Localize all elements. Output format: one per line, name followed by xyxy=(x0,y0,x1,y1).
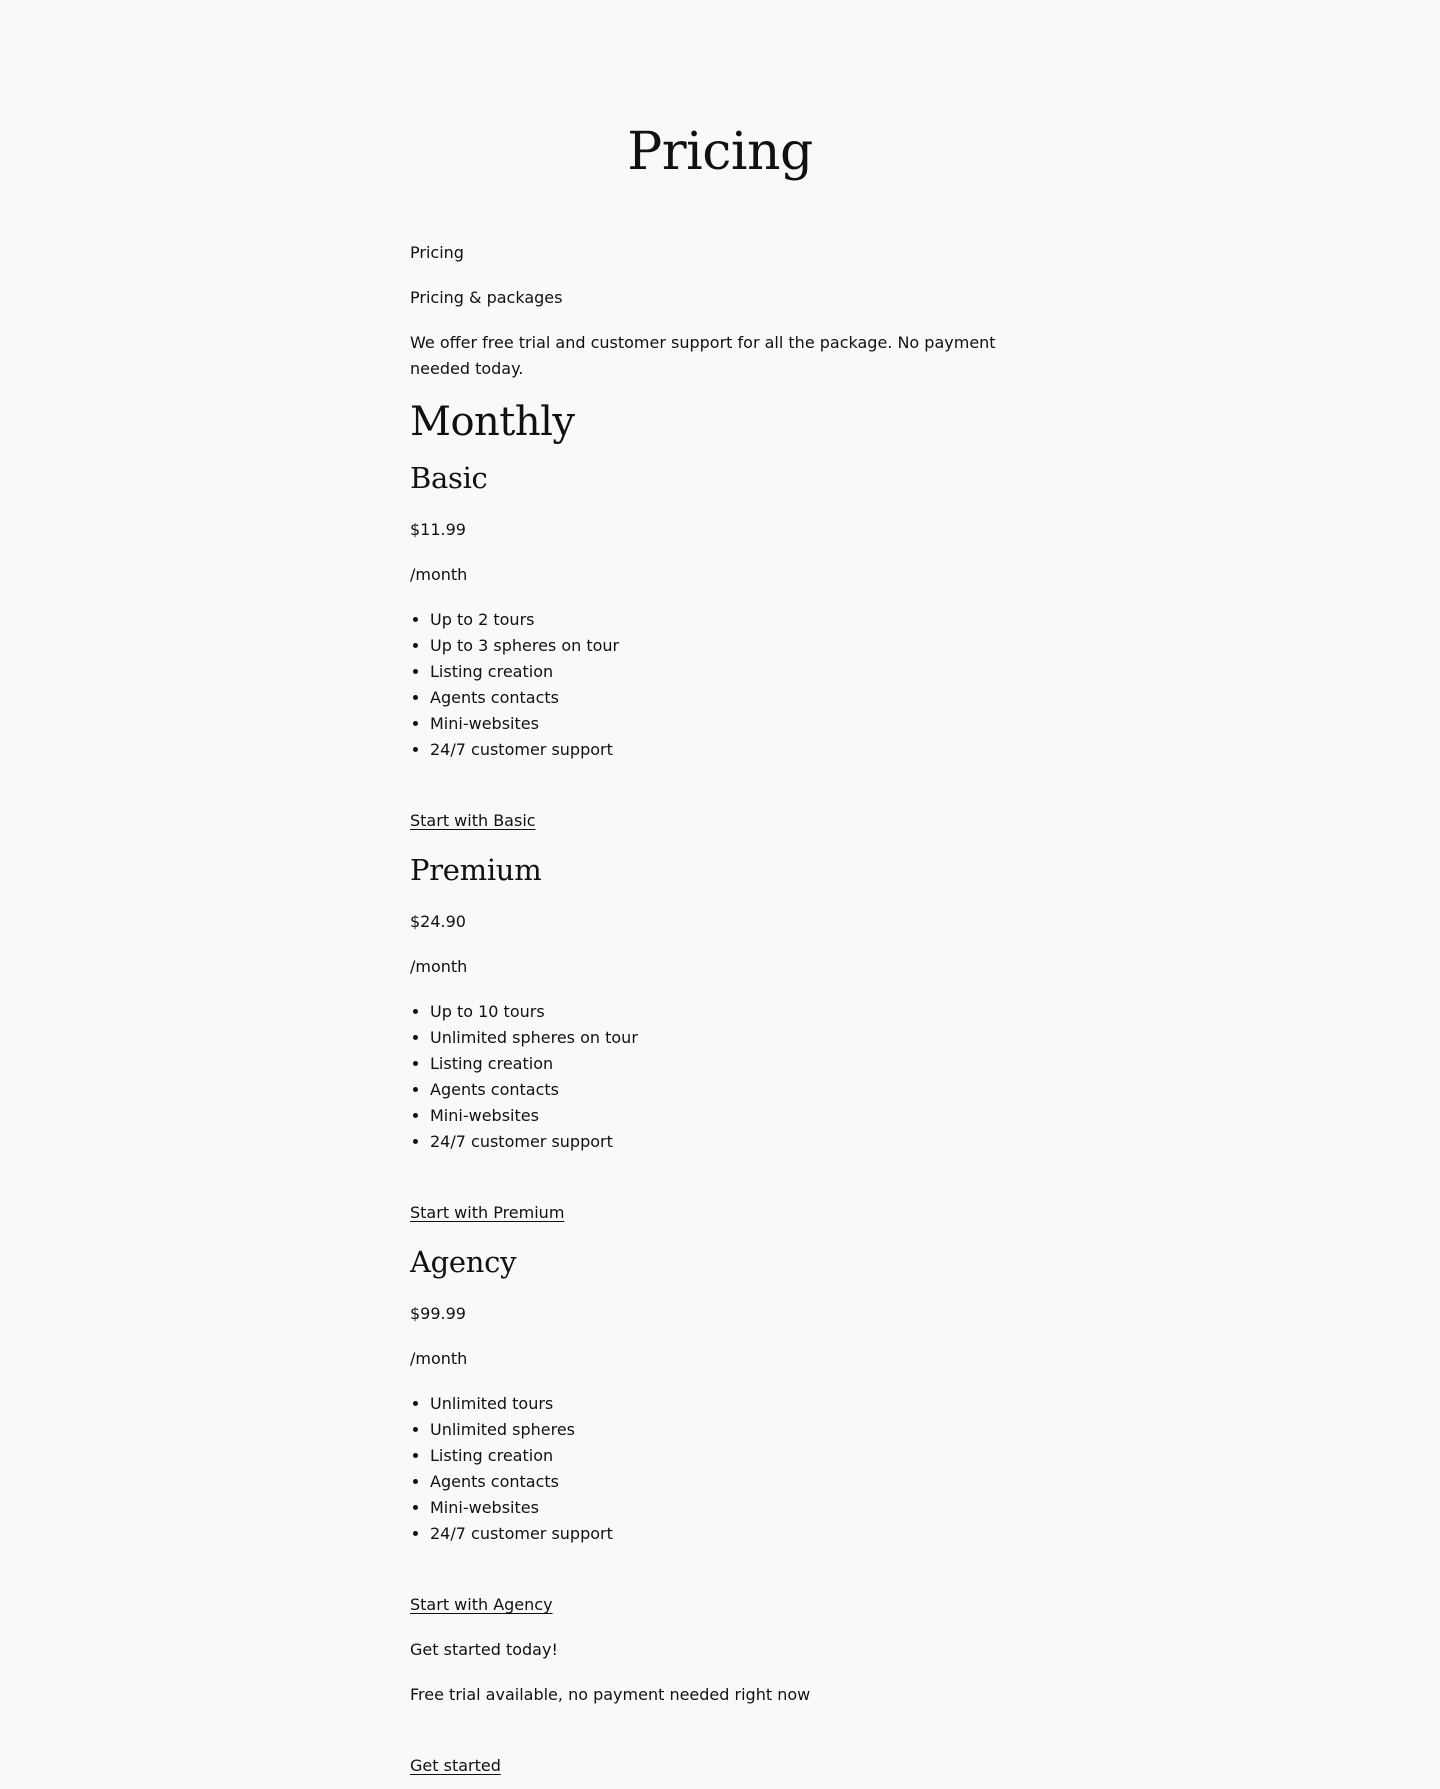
feature-item: • Up to 3 spheres on tour xyxy=(430,633,1030,659)
get-started-section xyxy=(410,1637,1030,1779)
get-started-subtext: Free trial available, no payment needed right now xyxy=(410,1685,811,1704)
plan-period: /month xyxy=(410,565,468,584)
plan-price: $24.90 xyxy=(410,912,466,931)
feature-item: • Mini-websites xyxy=(430,1103,1030,1129)
feature-item: • 24/7 customer support xyxy=(430,1521,1030,1547)
feature-item: • Agents contacts xyxy=(430,685,1030,711)
feature-item: • Mini-websites xyxy=(430,1495,1030,1521)
plan-name: Premium xyxy=(410,853,542,887)
plan-price: $99.99 xyxy=(410,1304,466,1323)
plan-features xyxy=(410,1391,1030,1547)
feature-item: • Agents contacts xyxy=(430,1469,1030,1495)
feature-item: • Unlimited tours xyxy=(430,1391,1030,1417)
feature-item: • Up to 2 tours xyxy=(430,607,1030,633)
pricing-content xyxy=(410,240,1030,1779)
pricing-eyebrow: Pricing xyxy=(410,243,464,262)
feature-item: • 24/7 customer support xyxy=(430,1129,1030,1155)
get-started-link[interactable]: Get started xyxy=(410,1756,501,1775)
billing-period-heading: Monthly xyxy=(410,399,575,445)
feature-item: • Listing creation xyxy=(430,1051,1030,1077)
plan-features xyxy=(410,999,1030,1155)
feature-item: • Agents contacts xyxy=(430,1077,1030,1103)
start-agency-link[interactable]: Start with Agency xyxy=(410,1595,553,1614)
plan-name: Basic xyxy=(410,461,488,495)
plan-basic xyxy=(410,458,1030,834)
feature-item: • Unlimited spheres xyxy=(430,1417,1030,1443)
feature-item: • Listing creation xyxy=(430,659,1030,685)
plan-agency xyxy=(410,1242,1030,1618)
pricing-subheading: Pricing & packages xyxy=(410,288,563,307)
plan-premium xyxy=(410,850,1030,1226)
feature-item: • Up to 10 tours xyxy=(430,999,1030,1025)
plan-period: /month xyxy=(410,1349,468,1368)
get-started-heading: Get started today! xyxy=(410,1640,558,1659)
feature-item: • Unlimited spheres on tour xyxy=(430,1025,1030,1051)
plan-name: Agency xyxy=(410,1245,517,1279)
plan-price: $11.99 xyxy=(410,520,466,539)
feature-item: • 24/7 customer support xyxy=(430,737,1030,763)
feature-item: • Listing creation xyxy=(430,1443,1030,1469)
plan-features xyxy=(410,607,1030,763)
start-basic-link[interactable]: Start with Basic xyxy=(410,811,536,830)
start-premium-link[interactable]: Start with Premium xyxy=(410,1203,565,1222)
page-title: Pricing xyxy=(627,122,813,182)
plan-period: /month xyxy=(410,957,468,976)
feature-item: • Mini-websites xyxy=(430,711,1030,737)
pricing-description: We offer free trial and customer support for all the package. No payment needed today. xyxy=(410,333,996,378)
